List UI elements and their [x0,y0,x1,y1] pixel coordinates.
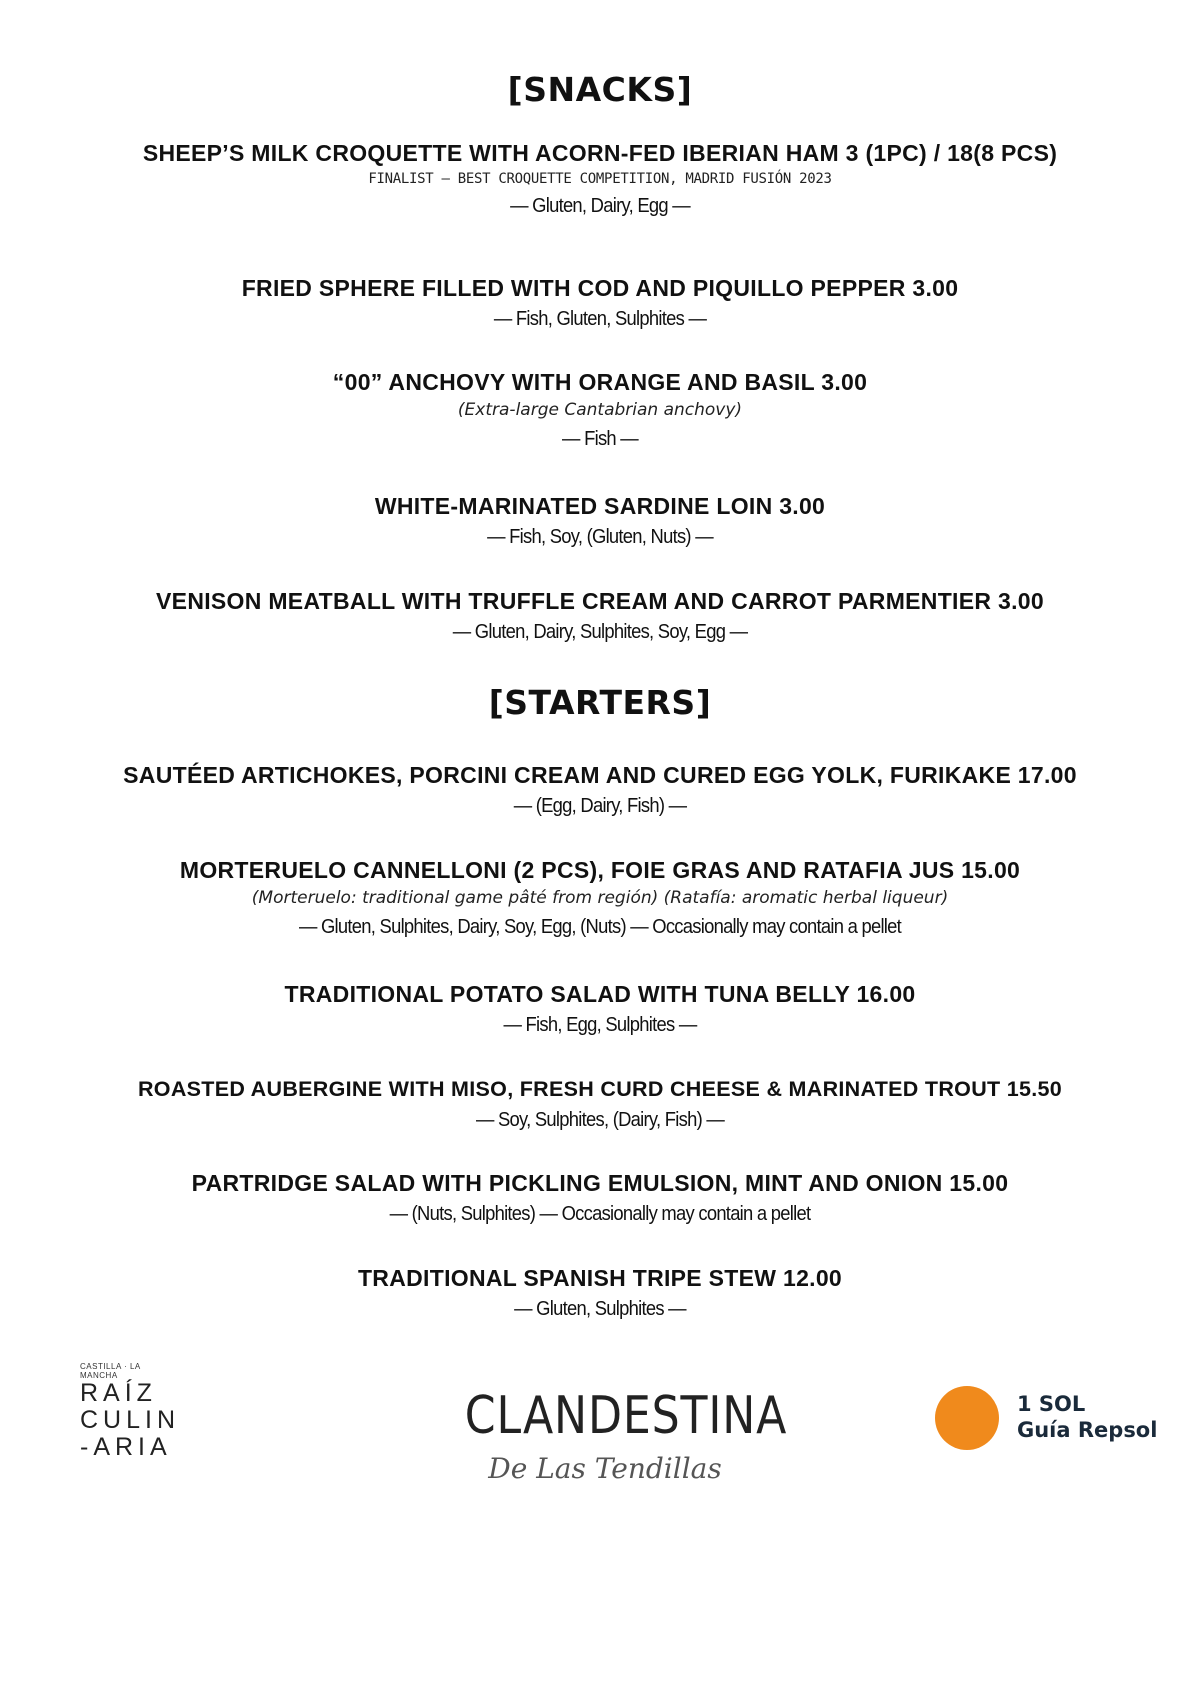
item-description: (Morteruelo: traditional game pâté from región) (Ratafía: aromatic herbal liqueur) [251,888,949,908]
item-description: (Extra-large Cantabrian anchovy) [457,400,743,420]
item-allergens: — Fish, Gluten, Sulphites — [493,308,707,330]
item-name: FRIED SPHERE FILLED WITH COD AND PIQUILLO PEPPER 3.00 [241,275,959,301]
menu-item [40,855,1160,943]
item-allergens: — Fish — [562,428,638,450]
menu-item [40,979,1160,1041]
repsol-guide-name: Guía Repsol [1017,1418,1158,1442]
item-award-note: FINALIST – BEST CROQUETTE COMPETITION, MADRID FUSIÓN 2023 [368,171,832,187]
raiz-culinaria-logo [80,1362,180,1472]
menu-item [40,491,1160,553]
item-name: WHITE-MARINATED SARDINE LOIN 3.00 [374,493,826,519]
raiz-line-1: RAÍZ [80,1379,157,1407]
clandestina-name: CLANDESTINA [464,1386,788,1446]
menu-item [40,367,1160,455]
item-name: TRADITIONAL POTATO SALAD WITH TUNA BELLY 16.00 [284,981,916,1007]
item-allergens: — Gluten, Sulphites, Dairy, Soy, Egg, (Nuts) — Occasionally may contain a pellet [298,916,902,938]
item-name: SHEEP’S MILK CROQUETTE WITH ACORN-FED IBERIAN HAM 3 (1PC) / 18(8 PCS) [142,140,1058,166]
item-allergens: — Gluten, Dairy, Egg — [510,195,690,217]
sun-icon [935,1386,999,1450]
item-allergens: — (Nuts, Sulphites) — Occasionally may contain a pellet [389,1203,811,1225]
item-allergens: — Fish, Egg, Sulphites — [503,1014,697,1036]
menu-item [40,138,1160,222]
item-name: VENISON MEATBALL WITH TRUFFLE CREAM AND CARROT PARMENTIER 3.00 [156,588,1044,614]
guia-repsol-badge [935,1386,1165,1461]
item-allergens: — (Egg, Dairy, Fish) — [513,795,687,817]
item-name: PARTRIDGE SALAD WITH PICKLING EMULSION, MINT AND ONION 15.00 [191,1170,1009,1196]
item-allergens: — Gluten, Dairy, Sulphites, Soy, Egg — [452,621,748,643]
menu-item [40,586,1160,648]
item-allergens: — Fish, Soy, (Gluten, Nuts) — [487,526,713,548]
item-name: SAUTÉED ARTICHOKES, PORCINI CREAM AND CURED EGG YOLK, FURIKAKE 17.00 [123,762,1077,788]
menu-item [40,1168,1160,1230]
item-name: ROASTED AUBERGINE WITH MISO, FRESH CURD CHEESE & MARINATED TROUT 15.50 [137,1077,1063,1101]
repsol-rating: 1 SOL [1017,1392,1086,1416]
item-allergens: — Gluten, Sulphites — [514,1298,686,1320]
raiz-line-2: CULIN [80,1406,181,1434]
menu-item [40,1074,1160,1136]
clandestina-logo [440,1386,788,1506]
item-name: MORTERUELO CANNELLONI (2 PCS), FOIE GRAS AND RATAFIA JUS 15.00 [179,857,1021,883]
raiz-line-3: -ARIA [80,1433,172,1461]
menu-item [40,760,1160,822]
menu-item [40,1263,1160,1325]
item-name: “00” ANCHOVY WITH ORANGE AND BASIL 3.00 [332,369,868,395]
item-allergens: — Soy, Sulphites, (Dairy, Fish) — [475,1109,725,1131]
item-name: TRADITIONAL SPANISH TRIPE STEW 12.00 [357,1265,843,1291]
raiz-region: CASTILLA · LA MANCHA [80,1362,141,1380]
menu-item [40,273,1160,335]
clandestina-subtitle: De Las Tendillas [488,1452,722,1485]
section-title-snacks: [SNACKS] [507,70,693,109]
section-title-starters: [STARTERS] [488,683,712,722]
